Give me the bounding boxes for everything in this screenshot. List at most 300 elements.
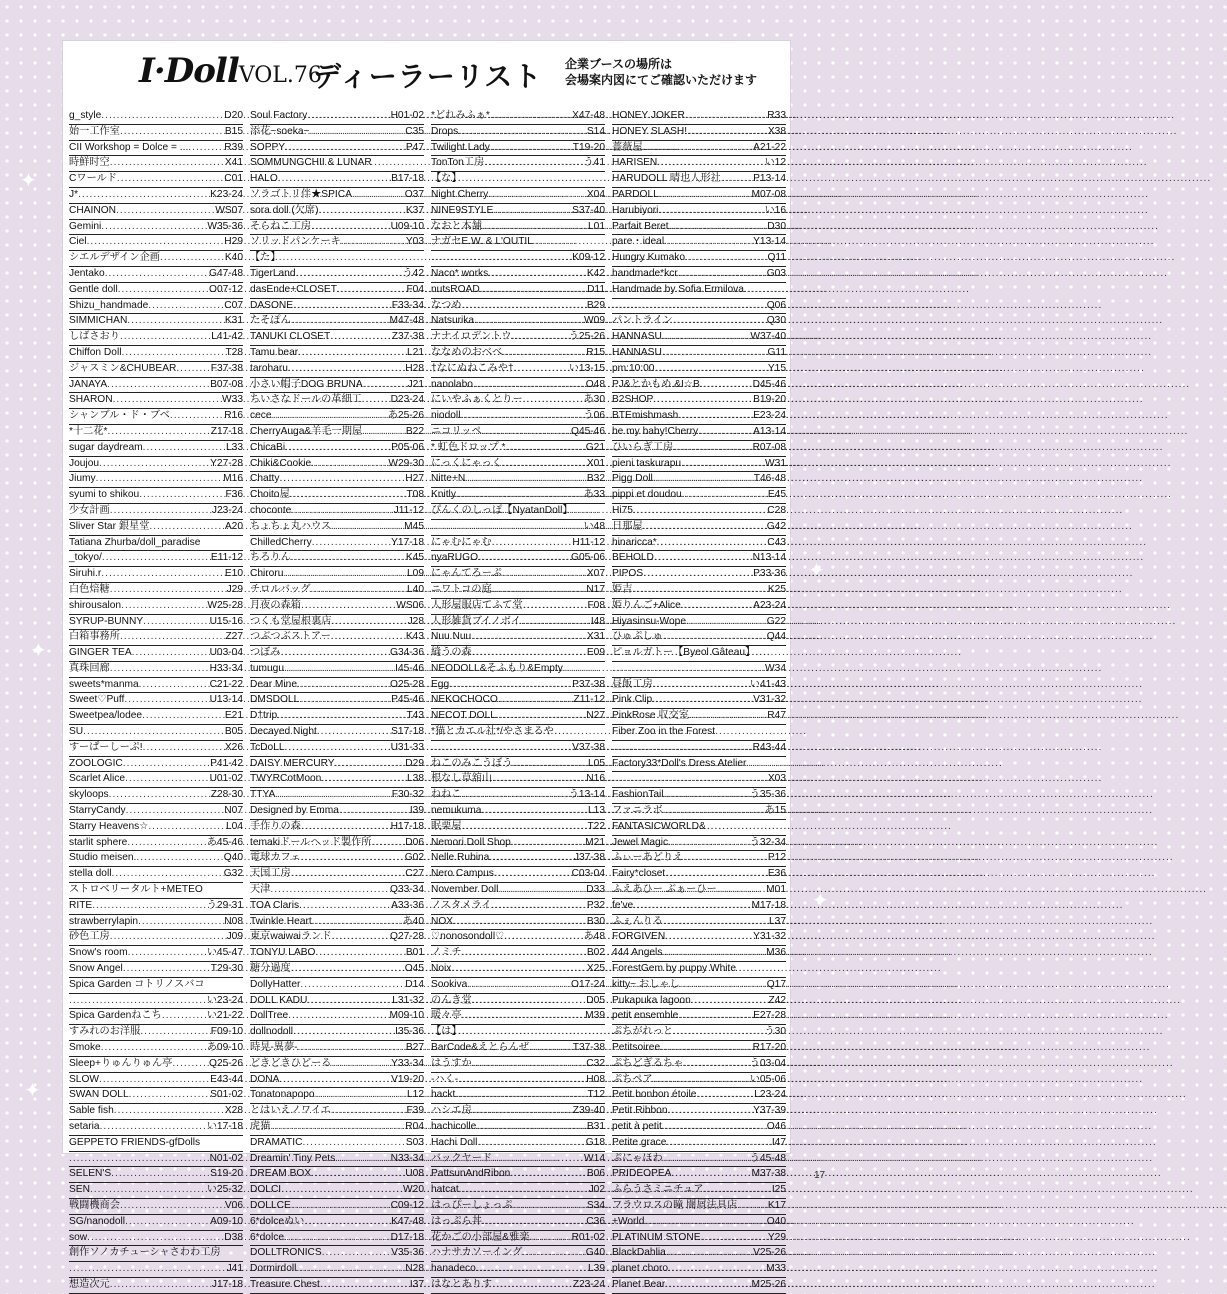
dealer-row: [69, 109, 243, 125]
booth-location: F33-34: [391, 299, 424, 311]
booth-location: B02: [586, 947, 605, 959]
leader-dots: [737, 1199, 768, 1213]
dealer-name: ぴんくのしっぽ【NyatanDoll】: [431, 504, 573, 516]
leader-dots: [311, 457, 388, 471]
booth-location: W25-28: [207, 599, 243, 611]
leader-dots: [476, 1120, 587, 1134]
leader-dots: [662, 346, 768, 360]
booth-location: A21-22: [753, 141, 786, 153]
dealer-name: ふぇんりる: [612, 915, 663, 927]
booth-location: L38: [407, 773, 424, 785]
leader-dots: [322, 1246, 391, 1260]
booth-location: D30: [767, 220, 786, 232]
dealer-name: DollyHatter: [250, 978, 301, 990]
dealer-row: [250, 646, 424, 662]
leader-dots: [149, 520, 224, 534]
dealer-name: ねこのみこうぼう: [431, 757, 513, 769]
booth-location: Q40: [223, 852, 243, 864]
leader-dots: [681, 599, 753, 613]
leader-dots: [172, 1057, 209, 1071]
leader-dots: [472, 1104, 573, 1118]
dealer-row: [612, 615, 786, 631]
leader-dots: [87, 235, 225, 249]
dealer-row: [250, 156, 424, 172]
dealer-row: [69, 1041, 243, 1057]
booth-location: K23-24: [210, 188, 243, 200]
booth-note-line: 会場案内図にてご確認いただけます: [565, 73, 758, 87]
page-title: ディーラーリスト: [313, 60, 543, 93]
booth-location: い17-18: [206, 1121, 243, 1132]
dealer-name: Scarlet Alice: [69, 773, 126, 785]
dealer-name: Gentle doll: [69, 283, 118, 295]
dealer-name: sora doll (欠席): [250, 204, 319, 216]
leader-dots: [462, 820, 588, 834]
dealer-name: ぷにゃほわ: [612, 1152, 663, 1164]
booth-location: う32-34: [749, 836, 786, 848]
dealer-name: Jentako: [69, 267, 105, 279]
booth-location: X01: [586, 457, 605, 469]
leader-dots: [304, 1215, 391, 1229]
booth-location: K43: [405, 631, 424, 643]
booth-location: W09: [584, 315, 605, 327]
dealer-row: [250, 741, 424, 757]
dealer-name: 少女計画: [69, 504, 110, 516]
dealer-row: [250, 1199, 424, 1215]
booth-location: O46: [766, 1121, 786, 1132]
dealer-row: [612, 536, 786, 552]
dealer-row: [69, 1104, 243, 1120]
dealer-name: Noix: [431, 963, 452, 975]
leader-dots: [92, 899, 207, 913]
dealer-row: [612, 1262, 786, 1278]
dealer-name: HONEY SLASH!: [612, 125, 688, 137]
booth-location: B27: [405, 1042, 424, 1054]
dealer-row: [250, 820, 424, 836]
dealer-row: [250, 551, 424, 567]
dealer-row: [612, 109, 786, 125]
dealer-row: [431, 757, 605, 773]
leader-dots: [652, 693, 753, 707]
dealer-row: [250, 1088, 424, 1104]
booth-location: J41: [226, 1263, 243, 1275]
dealer-row: [69, 1199, 243, 1215]
booth-location: T46-48: [753, 473, 786, 485]
dealer-row: [612, 346, 786, 362]
booth-location: X28: [224, 1105, 243, 1117]
dealer-name: TTYA: [250, 789, 276, 801]
dealer-name: 月夜の森箱: [250, 599, 301, 611]
booth-location: う35-36: [749, 789, 786, 801]
booth-location: B15: [224, 125, 243, 137]
dealer-name: sugar daydream: [69, 441, 143, 453]
dealer-row: [612, 1231, 786, 1247]
dealer-row: [69, 836, 243, 852]
dealer-name: tumugu: [250, 662, 284, 674]
dealer-name: そらねこ工房: [250, 220, 312, 232]
dealer-row: [612, 1120, 786, 1136]
dealer-row: [431, 1183, 605, 1199]
leader-dots: [148, 299, 224, 313]
dealer-row: [250, 772, 424, 788]
dealer-name: kitty~ おしゃし: [612, 978, 680, 990]
leader-dots: [270, 883, 390, 897]
booth-location: W31: [765, 457, 786, 469]
dealer-row: [431, 867, 605, 883]
dealer-row: [431, 836, 605, 852]
dealer-row: [69, 488, 243, 504]
leader-dots: [643, 520, 767, 534]
dealer-row: [612, 1278, 786, 1294]
dealer-name: 日那屋: [612, 520, 643, 532]
dealer-row: [612, 867, 786, 883]
leader-dots: [465, 472, 587, 486]
leader-dots: [673, 1025, 764, 1039]
dealer-row: [250, 899, 424, 915]
booth-location: W20: [403, 1184, 424, 1196]
leader-dots: [511, 836, 585, 850]
booth-location: T12: [587, 1089, 605, 1101]
booth-location: K17: [767, 1199, 786, 1211]
booth-location: C27: [405, 868, 424, 880]
dealer-name: Petite grace: [612, 1136, 667, 1148]
dealer-row: [612, 504, 786, 520]
leader-dots: [492, 583, 587, 597]
dealer-name: Nelle Rubina: [431, 852, 490, 864]
dealer-row: [69, 1120, 243, 1136]
booth-location: G05-06: [571, 552, 605, 564]
dealer-row: [431, 393, 605, 409]
leader-dots: [529, 1231, 571, 1245]
leader-dots: [111, 1167, 210, 1181]
dealer-name: Pukapuka lagoon: [612, 994, 691, 1006]
booth-location: N07: [224, 805, 243, 817]
leader-dots: [307, 994, 392, 1008]
booth-location: E43-44: [210, 1073, 243, 1085]
dealer-row: [69, 393, 243, 409]
section-heading: [431, 172, 605, 188]
dealer-row: [612, 235, 786, 251]
booth-location: B22: [405, 425, 424, 437]
dealer-name: SOMMUNGCHII & LUNAR: [250, 157, 372, 169]
dealer-name: 【な】: [431, 173, 462, 185]
leader-dots: [665, 930, 753, 944]
booth-location: J28: [407, 615, 424, 627]
dealer-row: [612, 220, 786, 236]
dealer-row: [69, 567, 243, 583]
dealer-name: DONA: [250, 1073, 280, 1085]
dealer-name: sweets*manma: [69, 678, 139, 690]
dealer-name: ぷちどぎるちゃ: [612, 1057, 684, 1069]
dealer-row: [69, 425, 243, 441]
dealer-row: [69, 583, 243, 599]
dealer-row: [250, 441, 424, 457]
dealer-name: Petit bonbon étoile: [612, 1089, 697, 1101]
dealer-name: ピョルガトー【Byeol Gâteau】: [612, 647, 756, 659]
dealer-row: [431, 1278, 605, 1294]
leader-dots: [683, 1057, 749, 1071]
booth-location: I39: [409, 805, 424, 817]
booth-location: R15: [586, 346, 605, 358]
leader-dots: [363, 378, 408, 392]
dealer-row: [69, 188, 243, 204]
dealer-row: [612, 551, 786, 567]
dealer-name: B2SHOP: [612, 394, 654, 406]
booth-location: あ25-26: [387, 410, 424, 422]
dealer-row: [250, 709, 424, 725]
leader-dots: [665, 867, 768, 881]
booth-location: K40: [224, 252, 243, 264]
dealer-name: とはいえノワイエ: [250, 1105, 331, 1117]
leader-dots: [472, 994, 587, 1008]
dealer-name: DOLCI: [250, 1184, 282, 1196]
booth-location: D05: [586, 994, 605, 1006]
dealer-name: Sweet♡Puff: [69, 694, 125, 706]
leader-dots: [302, 1136, 405, 1150]
dealer-name: stella doll: [69, 868, 112, 880]
dealer-name: シエルデザイン企画: [69, 252, 160, 264]
booth-location: P41-42: [210, 757, 243, 769]
dealer-name: 人形屋服店てふて堂: [431, 599, 523, 611]
dealer-row: [250, 915, 424, 931]
dealer-name: * 虹色ドロップ *: [431, 441, 506, 453]
dealer-name: Fiber Zoo in the Forest: [612, 726, 716, 738]
leader-dots: [299, 899, 391, 913]
leader-dots: [510, 1167, 587, 1181]
dealer-name: Cワールド: [69, 173, 117, 185]
booth-location: I35-36: [395, 1026, 424, 1038]
dealer-name: Decayed Night: [250, 726, 317, 738]
booth-location: O40: [766, 1215, 786, 1227]
dealer-row: [431, 1199, 605, 1215]
leader-dots: [300, 978, 405, 992]
leader-dots: [341, 235, 406, 249]
dealer-row: [69, 204, 243, 220]
dealer-name: dasEnde+CLOSET: [250, 283, 337, 295]
dealer-name: 人形雑貨ブイノボイ: [431, 615, 522, 627]
leader-dots: [362, 425, 406, 439]
dealer-row: [250, 693, 424, 709]
dealer-name: GEPPETO FRIENDS-gfDolls: [69, 1136, 201, 1148]
booth-location: あ15: [764, 805, 786, 817]
booth-location: M01: [766, 884, 786, 896]
dealer-row: [431, 820, 605, 836]
dealer-row: [431, 1009, 605, 1025]
booth-location: D23-24: [390, 394, 424, 406]
dealer-name: 薔薇屋: [612, 141, 643, 153]
dealer-name: Nuu Nuu: [431, 631, 472, 643]
dealer-row: [612, 1215, 786, 1231]
dealer-name: Natsurika: [431, 315, 475, 327]
booth-location: M17-18: [751, 899, 786, 911]
dealer-row: [250, 851, 424, 867]
leader-dots: [490, 141, 573, 155]
booth-location: N08: [224, 915, 243, 927]
dealer-row: [431, 1088, 605, 1104]
dealer-name: ぷちペア: [612, 1073, 653, 1085]
booth-location: K09-12: [572, 252, 605, 264]
booth-location: あ09-10: [206, 1042, 243, 1054]
dealer-row: [69, 362, 243, 378]
booth-location: Q25-26: [209, 1057, 243, 1069]
dealer-name: フラウロスの瞳 闇屑法具店: [612, 1199, 738, 1211]
leader-dots: [101, 567, 225, 581]
leader-dots: [663, 630, 767, 644]
leader-dots: [143, 741, 225, 755]
dealer-row: [431, 1136, 605, 1152]
dealer-name: ぷちがれっと: [612, 1026, 674, 1038]
leader-dots: [283, 567, 407, 581]
dealer-row: [69, 1231, 243, 1247]
dealer-name: Petit Ribbon: [612, 1105, 668, 1117]
dealer-row: [250, 378, 424, 394]
dealer-row: [250, 220, 424, 236]
dealer-name: ねねこ: [431, 789, 462, 801]
dealer-row: [250, 1183, 424, 1199]
booth-location: U09-10: [390, 220, 424, 232]
dealer-row: [612, 1183, 786, 1199]
booth-location: Z37-38: [391, 331, 424, 343]
booth-location: B32: [586, 473, 605, 485]
booth-location: X47-48: [572, 110, 605, 121]
booth-location: X26: [224, 741, 243, 753]
dealer-row: [612, 362, 786, 378]
leader-dots: [293, 1025, 395, 1039]
dealer-row: [69, 978, 243, 994]
booth-location: F04: [406, 283, 424, 295]
booth-location: S17-18: [391, 726, 424, 738]
booth-location: E21: [224, 710, 243, 722]
leader-dots: [281, 646, 390, 660]
booth-location: B06: [586, 1168, 605, 1180]
booth-location: あ48: [583, 931, 605, 943]
dealer-name: Twinkle Heart: [250, 915, 312, 927]
section-heading: [431, 1025, 605, 1041]
dealer-row: [69, 314, 243, 330]
booth-location: S34: [586, 1199, 605, 1211]
dealer-name: FORGIVEN: [612, 931, 666, 943]
dealer-name: PARDOLL: [612, 188, 659, 200]
booth-location: L33: [226, 441, 243, 453]
dealer-row: [612, 978, 786, 994]
booth-location: B01: [405, 947, 424, 959]
dealer-name: fe've: [612, 899, 634, 911]
leader-dots: [310, 583, 407, 597]
dealer-name: Jewel Magic: [612, 836, 669, 848]
booth-location: Y27-28: [210, 457, 243, 469]
dealer-name: Siruhi.r: [69, 568, 102, 580]
booth-location: P37-38: [572, 678, 605, 690]
dealer-name: 創作ソノカチューシャさわわ工房: [69, 1247, 221, 1259]
dealer-row: [431, 362, 605, 378]
dealer-name: ノミチ: [431, 947, 462, 959]
dealer-name: 昼飯工房: [612, 678, 653, 690]
dealer-row: [431, 504, 605, 520]
dealer-row: [612, 204, 786, 220]
dealer-row: [431, 1073, 605, 1089]
booth-location: L01: [588, 220, 605, 232]
dealer-row: [612, 567, 786, 583]
dealer-row: [69, 1278, 243, 1294]
leader-dots: [462, 788, 569, 802]
dealer-row: [69, 220, 243, 236]
leader-dots: [114, 1104, 225, 1118]
dealer-row: [612, 441, 786, 457]
leader-dots: [668, 1104, 754, 1118]
booth-location: G40: [585, 1247, 605, 1259]
leader-dots: [301, 599, 396, 613]
dealer-row: [69, 172, 243, 188]
booth-location: S01-02: [210, 1089, 243, 1101]
booth-location: D45-46: [752, 378, 786, 390]
booth-location: W29-30: [388, 457, 424, 469]
booth-location: M21: [585, 836, 605, 848]
dealer-name: Shizu_handmade: [69, 299, 149, 311]
leader-dots: [673, 314, 767, 328]
dealer-row: [431, 709, 605, 725]
dealer-row: [612, 693, 786, 709]
booth-location: X31: [586, 631, 605, 643]
booth-location: U31-33: [390, 741, 424, 753]
dealer-name: be my baby!Cherry: [612, 425, 699, 437]
dealer-name: DASONE: [250, 299, 294, 311]
leader-dots: [83, 725, 225, 739]
dealer-name: Sliver Star 銀星堂: [69, 520, 150, 532]
booth-location: D33: [586, 884, 605, 896]
leader-dots: [331, 1104, 407, 1118]
dealer-name: バックヤード: [431, 1152, 493, 1164]
leader-dots: [129, 1088, 211, 1102]
dealer-row: [69, 820, 243, 836]
dealer-name: つぼみ: [250, 647, 281, 659]
magazine-logo: [139, 51, 322, 91]
booth-location: Y13-14: [753, 236, 786, 248]
booth-location: K37: [405, 204, 424, 216]
dealer-row: [612, 1104, 786, 1120]
leader-dots: [523, 599, 588, 613]
leader-dots: [69, 1152, 210, 1166]
dealer-row: [431, 330, 605, 346]
dealer-name: Planet Bear: [612, 1278, 666, 1290]
dealer-row: [250, 930, 424, 946]
dealer-row: [250, 1136, 424, 1152]
leader-dots: [492, 772, 586, 786]
booth-location: う42: [402, 267, 424, 279]
booth-location: G32: [223, 868, 243, 880]
dealer-row: [612, 1246, 786, 1262]
leader-dots: [270, 1120, 405, 1134]
dealer-name: Tatiana Zhurba/doll_paradise: [69, 536, 201, 548]
dealer-row: [612, 378, 786, 394]
booth-location: Y03: [405, 236, 424, 248]
dealer-row: [431, 1231, 605, 1247]
leader-dots: [492, 1278, 573, 1292]
dealer-row: [250, 141, 424, 157]
leader-dots: [291, 314, 390, 328]
booth-location: Y31-32: [753, 931, 786, 943]
dealer-name: SOPPY: [250, 141, 286, 153]
dealer-row: [431, 1041, 605, 1057]
dealer-row: [250, 1025, 424, 1041]
dealer-name: nemukuma: [431, 805, 482, 817]
dealer-name: NOX: [431, 915, 454, 927]
booth-location: L40: [407, 583, 424, 595]
dealer-name: HARUDOLL 晴也人形社: [612, 173, 721, 185]
booth-location: X03: [767, 773, 786, 785]
dealer-row: [431, 978, 605, 994]
booth-location: C21-22: [209, 678, 243, 690]
dealer-row: [431, 1120, 605, 1136]
leader-dots: [127, 836, 206, 850]
